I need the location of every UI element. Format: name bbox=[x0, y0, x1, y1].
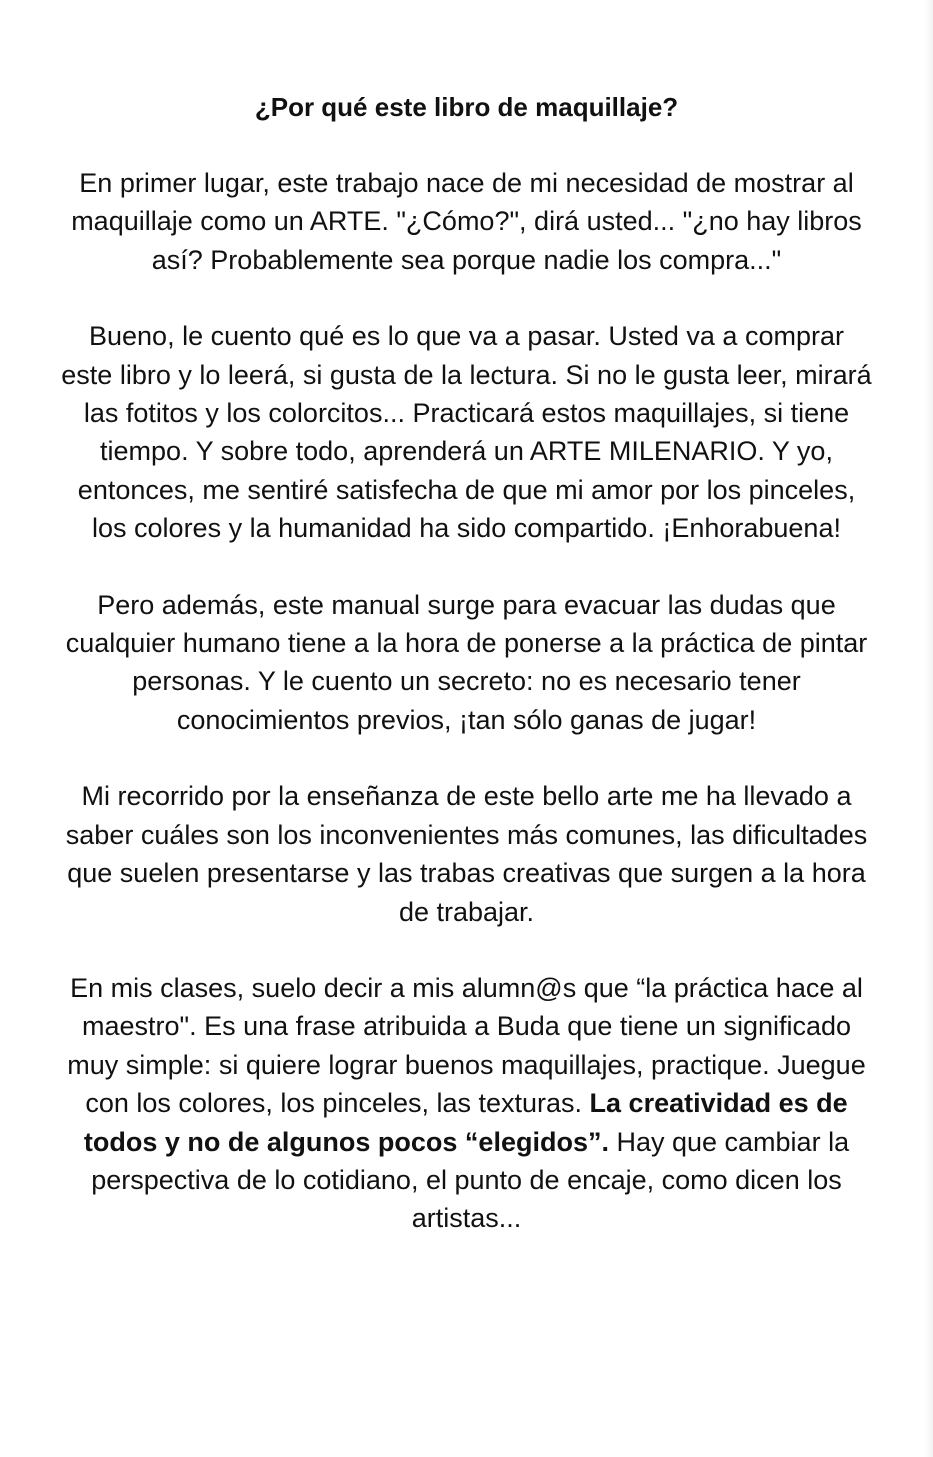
paragraph-classes-text-after: Hay que cambiar la perspectiva de lo cotidiano, el punto de encaje, como dicen los artistas... bbox=[91, 1126, 850, 1234]
paragraph-classes bbox=[60, 969, 873, 1238]
paragraph-classes-text-before: En mis clases, suelo decir a mis alumn@s que “la práctica hace al maestro". Es una frase atribuida a Buda que tiene un significado muy simple: si quiere lograr buenos maquillajes, practique. Juegue con los colores, los pinceles, las texturas. bbox=[67, 972, 866, 1119]
paragraph-manual-purpose: Pero además, este manual surge para evacuar las dudas que cualquier humano tiene a la hora de ponerse a la práctica de pintar personas. Y le cuento un secreto: no es necesario tener conocimientos previos, ¡tan sólo ganas de jugar! bbox=[65, 589, 868, 735]
paragraph-teaching-experience: Mi recorrido por la enseñanza de este bello arte me ha llevado a saber cuáles son los inconvenientes más comunes, las dificultades que suelen presentarse y las trabas creativas que surgen a la hora de trabajar. bbox=[65, 781, 868, 927]
page-title: ¿Por qué este libro de maquillaje? bbox=[254, 92, 679, 122]
page-edge-shadow bbox=[925, 0, 933, 1457]
paragraph-what-happens: Bueno, le cuento qué es lo que va a pasar. Usted va a comprar este libro y lo leerá, si gusta de la lectura. Si no le gusta leer, mirará las fotitos y los colorcitos... Practicará estos maquillajes, si tiene tiempo. Y sobre todo, aprenderá un ARTE MILENARIO. Y yo, entonces, me sentiré satisfecha de que mi amor por los pinceles, los colores y la humanidad ha sido compartido. ¡Enhorabuena! bbox=[61, 321, 872, 544]
paragraph-classes-bold-quote: La creatividad es de todos y no de algunos pocos “elegidos”. bbox=[83, 1088, 848, 1157]
paragraph-intro: En primer lugar, este trabajo nace de mi necesidad de mostrar al maquillaje como un ARTE. "¿Cómo?", dirá usted... "¿no hay libros así? Probablemente sea porque nadie los compra..." bbox=[71, 168, 862, 275]
book-page bbox=[60, 88, 873, 1238]
